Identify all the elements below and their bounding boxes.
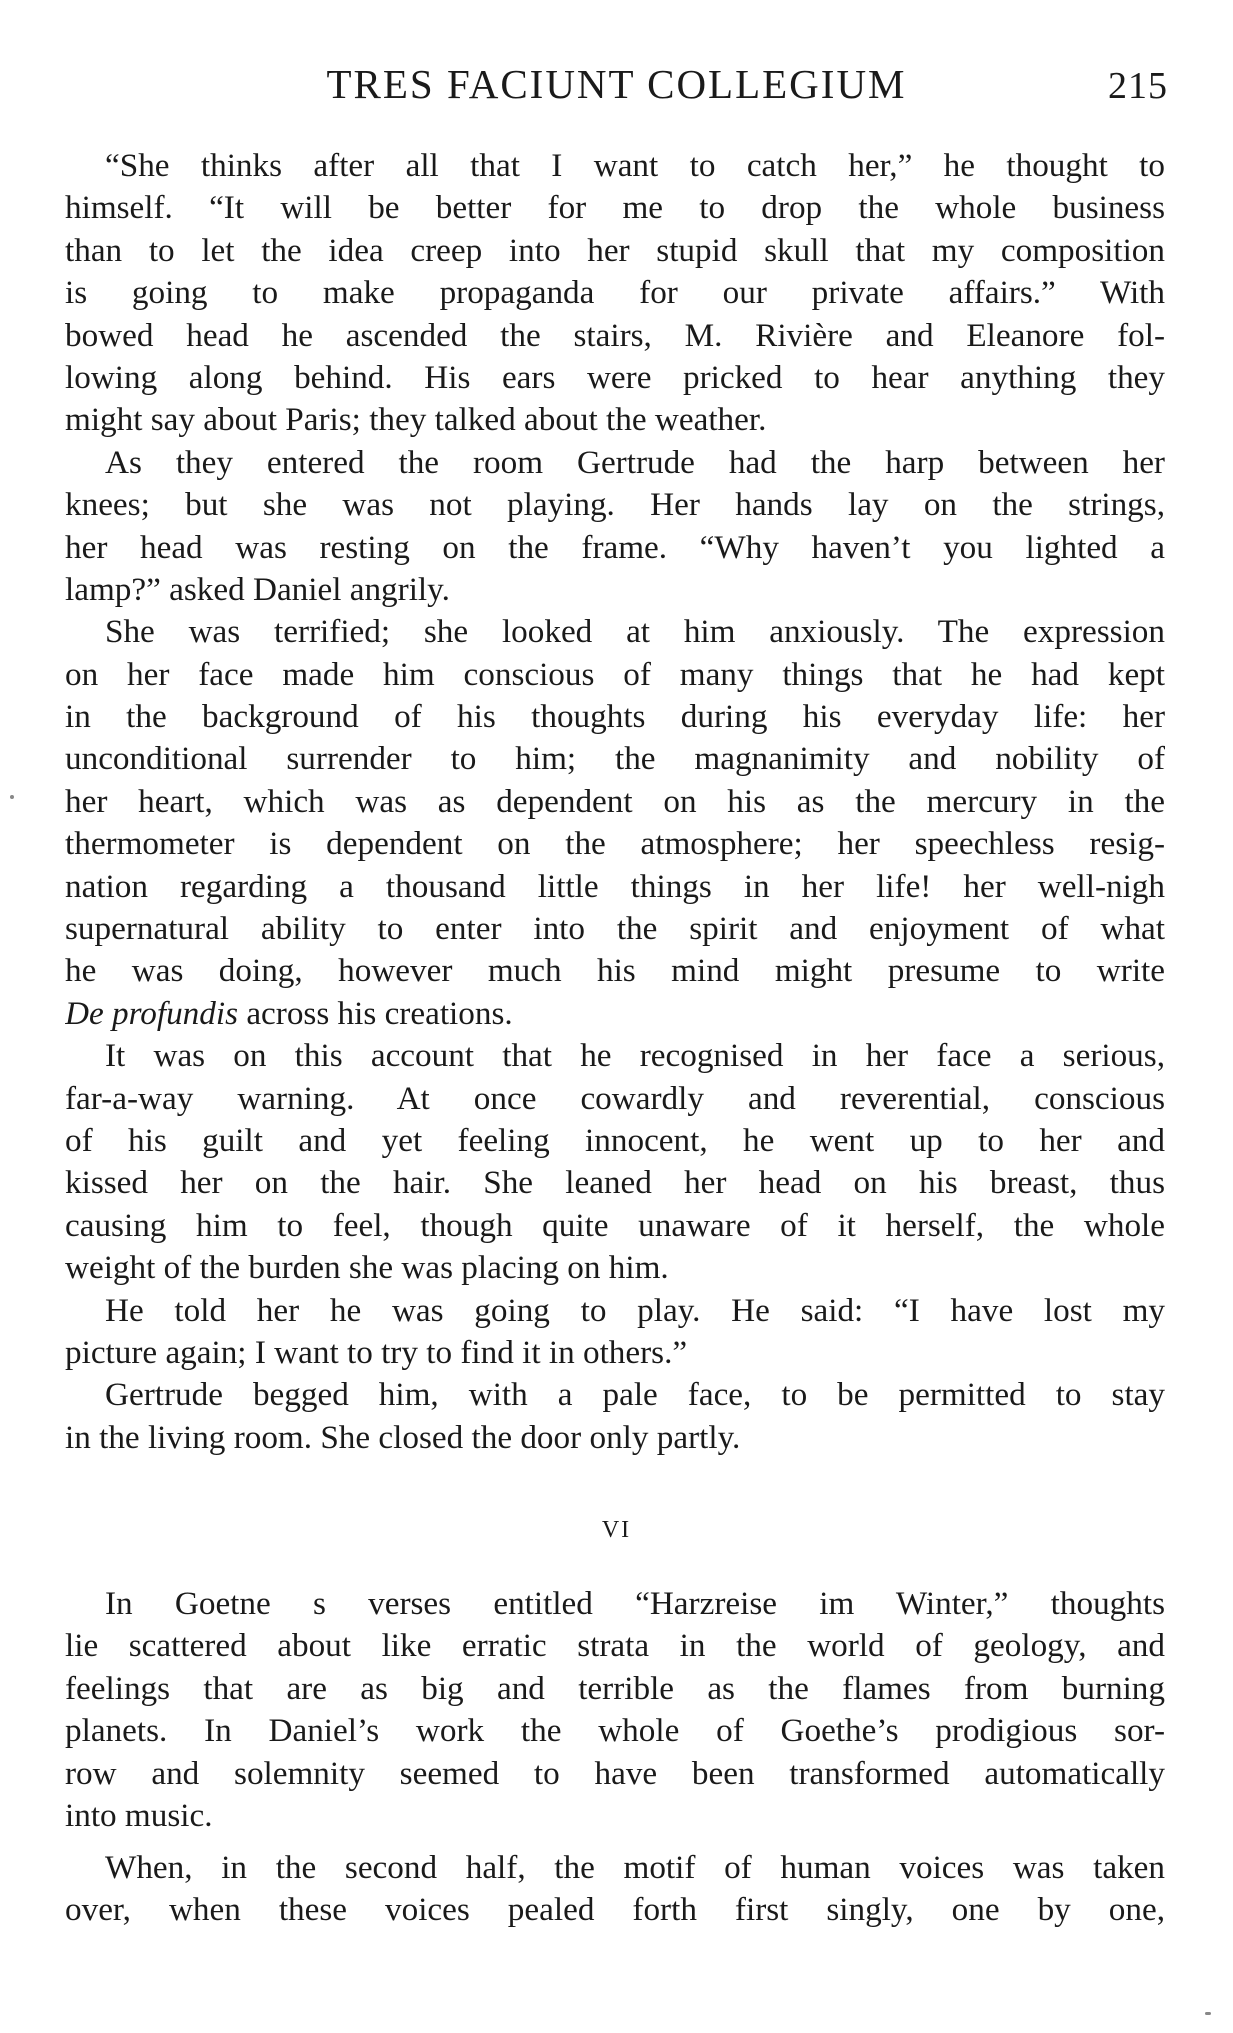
running-title: TRES FACIUNT COLLEGIUM: [326, 61, 907, 107]
text-fragment: across his creations.: [238, 994, 513, 1032]
text-line: In Goetne s verses entitled “Harzreise im Winter,” thoughts: [105, 1585, 1165, 1622]
text-line: row and solemnity seemed to have been transformed automatically: [65, 1754, 1165, 1792]
text-line: feelings that are as big and terrible as the flames from burning: [65, 1669, 1165, 1707]
text-line: thermometer is dependent on the atmosphere; her speechless resig-: [65, 825, 1165, 863]
text-line: of his guilt and yet feeling innocent, he went up to her and: [65, 1121, 1165, 1159]
text-line: bowed head he ascended the stairs, M. Rivière and Eleanore fol-: [65, 316, 1165, 354]
scan-speck: [1205, 2012, 1211, 2015]
text-line: supernatural ability to enter into the spirit and enjoyment of what: [65, 910, 1165, 948]
text-line: knees; but she was not playing. Her hands lay on the strings,: [65, 486, 1165, 524]
text-line: She was terrified; she looked at him anxiously. The expression: [105, 613, 1165, 651]
scan-speck: [10, 795, 14, 799]
text-line: her head was resting on the frame. “Why haven’t you lighted a: [65, 528, 1165, 566]
text-line: himself. “It will be better for me to drop the whole business: [65, 189, 1165, 227]
text-line: It was on this account that he recognised in her face a serious,: [105, 1037, 1165, 1075]
text-line: causing him to feel, though quite unaware of it herself, the whole: [65, 1206, 1165, 1244]
text-line: weight of the burden she was placing on him.: [65, 1249, 669, 1287]
running-head: [65, 58, 1168, 110]
page-number: 215: [1108, 65, 1168, 107]
text-line: into music.: [65, 1796, 213, 1834]
text-line: on her face made him conscious of many things that he had kept: [65, 655, 1165, 693]
text-line: in the living room. She closed the door only partly.: [65, 1418, 741, 1456]
text-line: than to let the idea creep into her stupid skull that my composition: [65, 231, 1165, 269]
text-line: lowing along behind. His ears were pricked to hear anything they: [65, 358, 1165, 396]
text-line: kissed her on the hair. She leaned her head on his breast, thus: [65, 1164, 1165, 1202]
text-line: her heart, which was as dependent on his as the mercury in the: [65, 782, 1165, 820]
text-line: As they entered the room Gertrude had the harp between her: [105, 443, 1165, 481]
text-line: lie scattered about like erratic strata in the world of geology, and: [65, 1627, 1165, 1665]
text-line: [65, 993, 1165, 1035]
text-line: might say about Paris; they talked about the weather.: [65, 401, 767, 439]
text-line: far-a-way warning. At once cowardly and reverential, conscious: [65, 1079, 1165, 1117]
chapter-text: [65, 145, 1165, 1459]
text-line: When, in the second half, the motif of human voices was taken: [105, 1849, 1165, 1886]
section-heading: VI: [601, 1517, 632, 1543]
text-line: planets. In Daniel’s work the whole of Goethe’s prodigious sor-: [65, 1712, 1165, 1750]
section-text: [65, 1583, 1165, 1837]
text-line: He told her he was going to play. He said: “I have lost my: [105, 1291, 1165, 1329]
text-line: in the background of his thoughts during his everyday life: her: [65, 698, 1165, 736]
text-line: over, when these voices pealed forth first singly, one by one,: [65, 1891, 1165, 1929]
text-line: nation regarding a thousand little things in her life! her well-nigh: [65, 867, 1165, 905]
text-line: unconditional surrender to him; the magnanimity and nobility of: [65, 740, 1165, 778]
latin-phrase: De profundis: [65, 994, 239, 1032]
section-text-continued: [65, 1847, 1165, 1932]
text-line: lamp?” asked Daniel angrily.: [65, 570, 450, 608]
text-line: Gertrude begged him, with a pale face, to be permitted to stay: [105, 1376, 1165, 1414]
text-line: “She thinks after all that I want to catch her,” he thought to: [105, 147, 1165, 184]
text-line: picture again; I want to try to find it in others.”: [65, 1333, 688, 1371]
text-line: is going to make propaganda for our private affairs.” With: [65, 274, 1165, 312]
text-line: he was doing, however much his mind might presume to write: [65, 952, 1165, 990]
